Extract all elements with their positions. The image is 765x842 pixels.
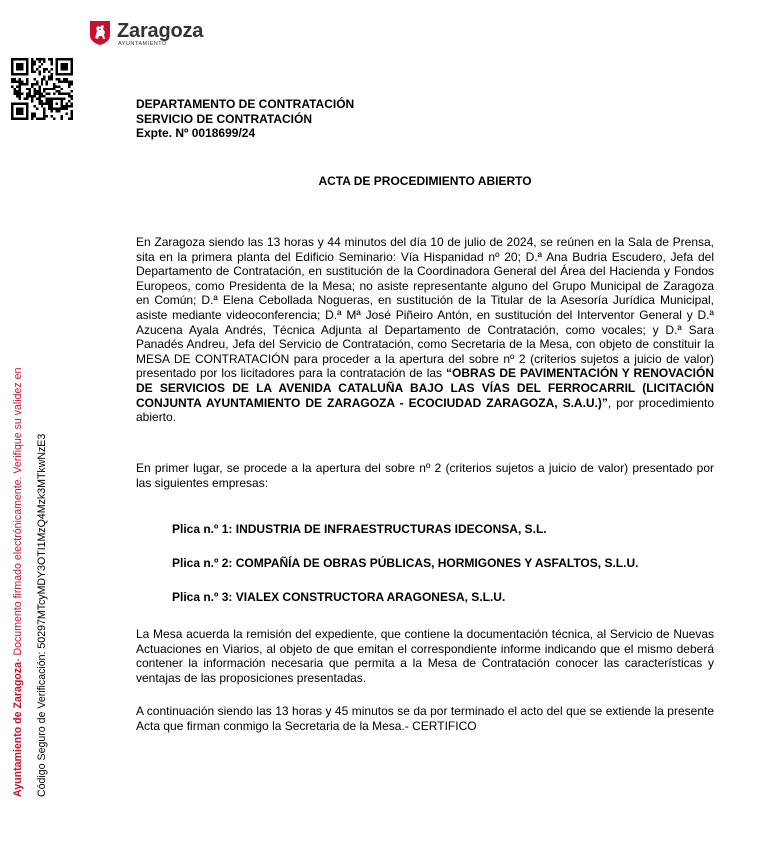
bidder-item: Plica n.º 3: VIALEX CONSTRUCTORA ARAGONESA, S.L.U.: [172, 590, 506, 604]
signature-org: Ayuntamiento de Zaragoza: [12, 662, 24, 797]
paragraph-opening-text: En Zaragoza siendo las 13 horas y 44 minutos del día 10 de julio de 2024, se reúnen en la Sala de Prensa, sita en la primera planta del Edificio Seminario: Vía Hispanidad nº 20; D.ª Ana Budria Escudero, Jefa del Departamento de Contratación, en sustitución de la Coordinadora General del Área del Hacienda y Fondos Europeos, como Presidenta de la Mesa; no asiste representante alguno del Grupo Municipal de Zaragoza en Común; D.ª Elena Cebollada Nogueras, en sustitución de la Titular de la Asesoría Jurídica Municipal, asiste mediante videoconferencia; D.ª Mª José Piñeiro Antón, en sustitución del Interventor General y D.ª Azucena Ayala Andrés, Técnica Adjunta al Departamento de Contratación, como vocales; y D.ª Sara Panadés Andreu, Jefa del Servicio de Contratación, como Secretaria de la Mesa, con objeto de constituir la MESA DE CONTRATACIÓN para proceder a la apertura del sobre nº 2 (criterios sujetos a juicio de valor) presentado por los licitadores para la contratación de las: [136, 235, 714, 381]
paragraph-envelope: En primer lugar, se procede a la apertura del sobre nº 2 (criterios sujetos a juicio de valor) presentado por las siguientes empresas:: [136, 461, 714, 490]
header-department: DEPARTAMENTO DE CONTRATACIÓN: [136, 97, 355, 111]
signature-notice-text: - Documento firmado electrónicamente. Verifique su validez en: [12, 367, 24, 662]
paragraph-opening: [136, 235, 714, 425]
zaragoza-logo: [89, 20, 203, 47]
signature-notice: [12, 368, 25, 797]
document-title: ACTA DE PROCEDIMIENTO ABIERTO: [318, 174, 532, 188]
header-file-number: Expte. Nº 0018699/24: [136, 126, 256, 140]
zaragoza-lion-icon: [89, 20, 111, 46]
paragraph-agreement: La Mesa acuerda la remisión del expediente, que contiene la documentación técnica, al Servicio de Nuevas Actuaciones en Viarios, al objeto de que emitan el correspondiente informe indicando que el mismo deberá contener la información necesaria que permita a la Mesa de Contratación conocer las características y ventajas de las proposiciones presentadas.: [136, 627, 714, 685]
paragraph-closing: A continuación siendo las 13 horas y 45 minutos se da por terminado el acto del que se extiende la presente Acta que firman conmigo la Secretaria de la Mesa.- CERTIFICO: [136, 704, 714, 733]
bidder-item: Plica n.º 2: COMPAÑÍA DE OBRAS PÚBLICAS, HORMIGONES Y ASFALTOS, S.L.U.: [172, 556, 639, 570]
qr-code-icon: [11, 58, 73, 120]
verification-sidebar: [12, 368, 49, 797]
document-header: [136, 97, 354, 141]
bidder-item: Plica n.º 1: INDUSTRIA DE INFRAESTRUCTURAS IDECONSA, S.L.: [172, 522, 547, 536]
logo-subtitle: AYUNTAMIENTO: [118, 41, 167, 47]
header-service: SERVICIO DE CONTRATACIÓN: [136, 111, 313, 126]
verification-code: Código Seguro de Verificación: 50297MTcyMDY3OTI1MzQ4Mzk3MTkwNzE3: [36, 433, 48, 797]
logo-name: Zaragoza: [117, 20, 204, 42]
bidder-list: [172, 522, 638, 624]
paragraph-opening-tail: , por procedimiento abierto.: [136, 395, 714, 425]
contract-object: “OBRAS DE PAVIMENTACIÓN Y RENOVACIÓN DE SERVICIOS DE LA AVENIDA CATALUÑA BAJO LAS VÍAS DEL FERROCARRIL (LICITACIÓN CONJUNTA AYUNTAMIENTO DE ZARAGOZA - ECOCIUDAD ZARAGOZA, S.A.U.)”: [136, 366, 714, 410]
